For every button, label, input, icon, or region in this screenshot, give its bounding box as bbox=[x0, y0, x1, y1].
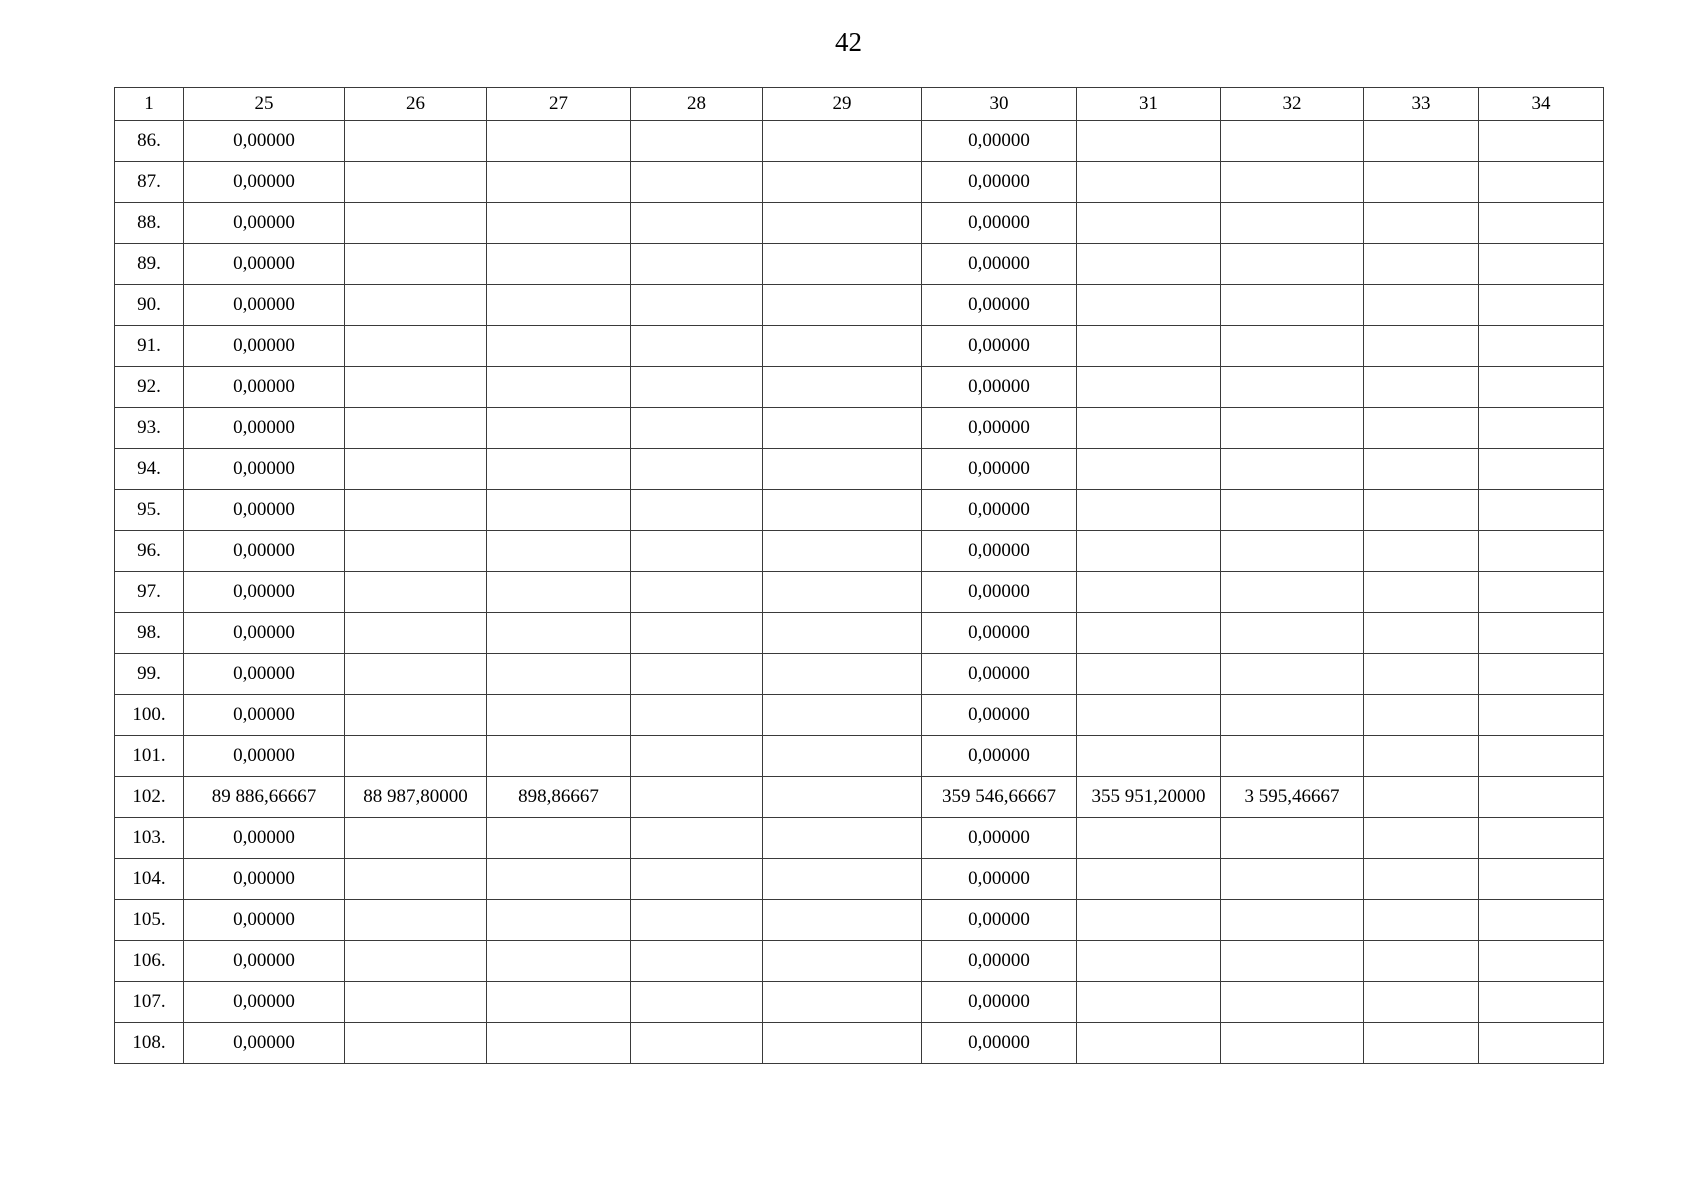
table-cell bbox=[487, 162, 631, 203]
table-cell bbox=[631, 449, 763, 490]
table-cell bbox=[487, 408, 631, 449]
table-cell: 0,00000 bbox=[922, 1023, 1077, 1064]
table-cell bbox=[1221, 408, 1364, 449]
table-cell bbox=[631, 818, 763, 859]
table-cell: 0,00000 bbox=[922, 900, 1077, 941]
table-cell bbox=[1479, 531, 1604, 572]
table-cell bbox=[763, 777, 922, 818]
table-cell bbox=[1077, 572, 1221, 613]
table-cell bbox=[1077, 1023, 1221, 1064]
table-cell bbox=[1077, 244, 1221, 285]
table-cell bbox=[1077, 326, 1221, 367]
table-cell bbox=[1077, 367, 1221, 408]
page-number: 42 bbox=[835, 27, 862, 57]
column-header: 34 bbox=[1479, 88, 1604, 121]
table-cell bbox=[1479, 285, 1604, 326]
column-header: 33 bbox=[1364, 88, 1479, 121]
row-number-cell: 86. bbox=[115, 121, 184, 162]
table-cell: 0,00000 bbox=[184, 818, 345, 859]
table-cell: 0,00000 bbox=[184, 408, 345, 449]
table-cell bbox=[1479, 244, 1604, 285]
table-cell bbox=[631, 736, 763, 777]
table-cell bbox=[631, 1023, 763, 1064]
table-cell bbox=[1479, 121, 1604, 162]
table-cell bbox=[1479, 695, 1604, 736]
table-cell bbox=[1221, 203, 1364, 244]
row-number-cell: 101. bbox=[115, 736, 184, 777]
table-row bbox=[115, 941, 1604, 982]
row-number-cell: 104. bbox=[115, 859, 184, 900]
table-cell bbox=[631, 654, 763, 695]
table-cell bbox=[487, 244, 631, 285]
table-cell bbox=[1077, 531, 1221, 572]
table-cell bbox=[631, 941, 763, 982]
table-cell bbox=[487, 1023, 631, 1064]
table-cell bbox=[487, 121, 631, 162]
table-cell bbox=[1479, 572, 1604, 613]
table-cell: 3 595,46667 bbox=[1221, 777, 1364, 818]
row-number-cell: 102. bbox=[115, 777, 184, 818]
table-cell bbox=[1221, 941, 1364, 982]
table-cell bbox=[345, 367, 487, 408]
table-cell bbox=[345, 162, 487, 203]
table-row bbox=[115, 818, 1604, 859]
row-number-cell: 91. bbox=[115, 326, 184, 367]
table-row bbox=[115, 121, 1604, 162]
table-cell: 0,00000 bbox=[184, 982, 345, 1023]
table-cell bbox=[487, 367, 631, 408]
row-number-cell: 95. bbox=[115, 490, 184, 531]
row-number-cell: 108. bbox=[115, 1023, 184, 1064]
table-cell bbox=[1364, 736, 1479, 777]
table-row bbox=[115, 572, 1604, 613]
table-cell bbox=[763, 900, 922, 941]
table-cell: 0,00000 bbox=[184, 162, 345, 203]
column-header: 32 bbox=[1221, 88, 1364, 121]
table-row bbox=[115, 982, 1604, 1023]
table-cell bbox=[631, 490, 763, 531]
table-cell bbox=[1479, 162, 1604, 203]
table-cell bbox=[1364, 572, 1479, 613]
table-cell bbox=[487, 613, 631, 654]
table-cell bbox=[345, 449, 487, 490]
table-cell bbox=[763, 572, 922, 613]
table-cell bbox=[1077, 818, 1221, 859]
table-row bbox=[115, 490, 1604, 531]
table-cell bbox=[1221, 326, 1364, 367]
table-cell: 0,00000 bbox=[922, 613, 1077, 654]
table-cell bbox=[631, 572, 763, 613]
table-body bbox=[115, 121, 1604, 1064]
table-cell bbox=[487, 326, 631, 367]
table-header bbox=[115, 88, 1604, 121]
table-cell bbox=[1364, 900, 1479, 941]
table-cell bbox=[1364, 654, 1479, 695]
table-cell: 0,00000 bbox=[922, 736, 1077, 777]
table-cell bbox=[487, 572, 631, 613]
table-cell bbox=[1364, 941, 1479, 982]
table-cell: 0,00000 bbox=[184, 449, 345, 490]
row-number-cell: 105. bbox=[115, 900, 184, 941]
table-cell bbox=[1221, 367, 1364, 408]
table-cell bbox=[763, 449, 922, 490]
table-cell bbox=[763, 941, 922, 982]
table-cell bbox=[1221, 285, 1364, 326]
table-cell bbox=[631, 408, 763, 449]
table-cell bbox=[1077, 859, 1221, 900]
column-header: 31 bbox=[1077, 88, 1221, 121]
table-cell: 0,00000 bbox=[184, 654, 345, 695]
row-number-cell: 97. bbox=[115, 572, 184, 613]
table-cell bbox=[1221, 490, 1364, 531]
table-cell bbox=[1221, 1023, 1364, 1064]
table-cell bbox=[487, 531, 631, 572]
table-cell bbox=[1364, 162, 1479, 203]
table-cell bbox=[763, 121, 922, 162]
table-cell bbox=[1364, 859, 1479, 900]
data-table bbox=[114, 87, 1604, 1064]
header-row bbox=[115, 88, 1604, 121]
table-cell bbox=[1364, 490, 1479, 531]
table-cell bbox=[1479, 449, 1604, 490]
table-cell bbox=[631, 900, 763, 941]
table-cell bbox=[631, 162, 763, 203]
row-number-cell: 93. bbox=[115, 408, 184, 449]
table-cell: 88 987,80000 bbox=[345, 777, 487, 818]
table-row bbox=[115, 408, 1604, 449]
table-cell bbox=[631, 285, 763, 326]
table-cell bbox=[1479, 900, 1604, 941]
table-cell bbox=[1077, 449, 1221, 490]
table-row bbox=[115, 1023, 1604, 1064]
table-cell bbox=[763, 654, 922, 695]
row-number-cell: 99. bbox=[115, 654, 184, 695]
table-cell bbox=[487, 490, 631, 531]
table-cell bbox=[487, 695, 631, 736]
table-cell bbox=[1479, 777, 1604, 818]
table-cell: 0,00000 bbox=[184, 572, 345, 613]
table-cell: 0,00000 bbox=[922, 367, 1077, 408]
table-cell bbox=[1479, 613, 1604, 654]
table-cell: 0,00000 bbox=[922, 449, 1077, 490]
column-header: 26 bbox=[345, 88, 487, 121]
table-cell bbox=[763, 326, 922, 367]
table-cell bbox=[1364, 285, 1479, 326]
table-cell: 0,00000 bbox=[922, 572, 1077, 613]
table-cell bbox=[345, 982, 487, 1023]
table-cell bbox=[1077, 654, 1221, 695]
table-cell bbox=[763, 1023, 922, 1064]
table-cell bbox=[345, 613, 487, 654]
table-row bbox=[115, 777, 1604, 818]
row-number-cell: 107. bbox=[115, 982, 184, 1023]
table-cell bbox=[1077, 162, 1221, 203]
table-cell bbox=[1221, 654, 1364, 695]
table-cell bbox=[1479, 326, 1604, 367]
table-cell: 355 951,20000 bbox=[1077, 777, 1221, 818]
row-number-cell: 87. bbox=[115, 162, 184, 203]
table-cell bbox=[631, 859, 763, 900]
table-cell bbox=[487, 449, 631, 490]
table-cell bbox=[487, 654, 631, 695]
table-cell bbox=[631, 121, 763, 162]
table-cell: 0,00000 bbox=[184, 900, 345, 941]
table-cell bbox=[1077, 203, 1221, 244]
table-cell: 0,00000 bbox=[922, 695, 1077, 736]
table-cell: 0,00000 bbox=[184, 121, 345, 162]
table-row bbox=[115, 613, 1604, 654]
table-cell bbox=[1479, 941, 1604, 982]
table-cell bbox=[345, 531, 487, 572]
table-cell bbox=[345, 490, 487, 531]
table-cell bbox=[1221, 900, 1364, 941]
table-cell bbox=[345, 654, 487, 695]
table-cell: 89 886,66667 bbox=[184, 777, 345, 818]
table-row bbox=[115, 695, 1604, 736]
table-cell bbox=[763, 367, 922, 408]
table-cell bbox=[763, 203, 922, 244]
column-header: 27 bbox=[487, 88, 631, 121]
column-header: 25 bbox=[184, 88, 345, 121]
table-row bbox=[115, 203, 1604, 244]
table-row bbox=[115, 285, 1604, 326]
table-cell bbox=[1364, 326, 1479, 367]
table-cell bbox=[1221, 695, 1364, 736]
table-cell bbox=[1221, 449, 1364, 490]
table-cell bbox=[345, 900, 487, 941]
table-cell bbox=[345, 736, 487, 777]
table-cell: 0,00000 bbox=[184, 326, 345, 367]
table-cell bbox=[345, 203, 487, 244]
table-cell bbox=[1221, 531, 1364, 572]
table-cell bbox=[1479, 490, 1604, 531]
table-cell bbox=[631, 531, 763, 572]
table-cell bbox=[1364, 982, 1479, 1023]
table-cell: 0,00000 bbox=[184, 203, 345, 244]
table-cell: 0,00000 bbox=[922, 121, 1077, 162]
row-number-cell: 88. bbox=[115, 203, 184, 244]
table-cell bbox=[1364, 449, 1479, 490]
table-cell bbox=[631, 244, 763, 285]
table-cell: 0,00000 bbox=[184, 490, 345, 531]
table-cell bbox=[345, 818, 487, 859]
table-cell: 0,00000 bbox=[922, 490, 1077, 531]
table-cell bbox=[763, 818, 922, 859]
table-row bbox=[115, 162, 1604, 203]
table-cell bbox=[1364, 695, 1479, 736]
table-cell bbox=[1479, 1023, 1604, 1064]
table-cell bbox=[1221, 244, 1364, 285]
table-cell bbox=[487, 818, 631, 859]
table-cell: 0,00000 bbox=[922, 982, 1077, 1023]
table-cell bbox=[631, 613, 763, 654]
row-number-cell: 90. bbox=[115, 285, 184, 326]
table-cell bbox=[631, 982, 763, 1023]
row-number-cell: 98. bbox=[115, 613, 184, 654]
table-cell bbox=[1364, 121, 1479, 162]
table-cell: 0,00000 bbox=[922, 408, 1077, 449]
table-cell: 0,00000 bbox=[184, 531, 345, 572]
table-cell bbox=[1479, 408, 1604, 449]
table-cell: 359 546,66667 bbox=[922, 777, 1077, 818]
row-number-cell: 103. bbox=[115, 818, 184, 859]
table-cell: 0,00000 bbox=[922, 203, 1077, 244]
table-cell: 0,00000 bbox=[922, 285, 1077, 326]
table-cell bbox=[763, 859, 922, 900]
table-row bbox=[115, 244, 1604, 285]
table-cell bbox=[1364, 367, 1479, 408]
table-row bbox=[115, 367, 1604, 408]
table-cell bbox=[487, 285, 631, 326]
table-cell bbox=[345, 408, 487, 449]
row-number-cell: 100. bbox=[115, 695, 184, 736]
table-cell bbox=[1479, 818, 1604, 859]
table-cell bbox=[487, 900, 631, 941]
table-cell bbox=[487, 736, 631, 777]
table-cell bbox=[1221, 121, 1364, 162]
table-cell bbox=[631, 326, 763, 367]
table-cell: 0,00000 bbox=[922, 818, 1077, 859]
row-number-cell: 92. bbox=[115, 367, 184, 408]
column-header: 1 bbox=[115, 88, 184, 121]
table-cell bbox=[1364, 1023, 1479, 1064]
table-cell: 0,00000 bbox=[922, 326, 1077, 367]
table-row bbox=[115, 531, 1604, 572]
column-header: 28 bbox=[631, 88, 763, 121]
table-cell bbox=[1221, 859, 1364, 900]
table-cell: 0,00000 bbox=[184, 695, 345, 736]
table-cell bbox=[345, 285, 487, 326]
table-cell: 0,00000 bbox=[184, 1023, 345, 1064]
table-cell bbox=[1221, 613, 1364, 654]
table-cell bbox=[345, 695, 487, 736]
table-cell bbox=[1221, 736, 1364, 777]
table-cell bbox=[1077, 613, 1221, 654]
table-cell bbox=[1479, 736, 1604, 777]
table-cell bbox=[1364, 613, 1479, 654]
table-cell bbox=[1479, 203, 1604, 244]
table-cell: 0,00000 bbox=[184, 859, 345, 900]
table-cell bbox=[1077, 736, 1221, 777]
table-cell: 0,00000 bbox=[184, 736, 345, 777]
table-cell bbox=[487, 203, 631, 244]
table-cell bbox=[763, 408, 922, 449]
table-cell bbox=[345, 941, 487, 982]
table-cell bbox=[487, 982, 631, 1023]
table-cell bbox=[763, 490, 922, 531]
table-cell bbox=[1077, 285, 1221, 326]
row-number-cell: 94. bbox=[115, 449, 184, 490]
table-cell: 0,00000 bbox=[922, 162, 1077, 203]
table-cell bbox=[345, 121, 487, 162]
table-cell: 0,00000 bbox=[184, 941, 345, 982]
table-cell: 898,86667 bbox=[487, 777, 631, 818]
table-row bbox=[115, 449, 1604, 490]
table-cell bbox=[1221, 982, 1364, 1023]
table-cell bbox=[1077, 900, 1221, 941]
table-cell bbox=[345, 859, 487, 900]
table-cell: 0,00000 bbox=[184, 367, 345, 408]
table-cell bbox=[763, 285, 922, 326]
table-cell bbox=[763, 736, 922, 777]
table-row bbox=[115, 326, 1604, 367]
row-number-cell: 89. bbox=[115, 244, 184, 285]
table-cell: 0,00000 bbox=[922, 244, 1077, 285]
table-cell bbox=[1221, 162, 1364, 203]
table-cell bbox=[1077, 121, 1221, 162]
table-cell: 0,00000 bbox=[184, 244, 345, 285]
table-cell bbox=[1077, 695, 1221, 736]
table-cell bbox=[345, 572, 487, 613]
table-cell bbox=[1479, 859, 1604, 900]
table-cell: 0,00000 bbox=[922, 531, 1077, 572]
table-cell bbox=[763, 531, 922, 572]
table-cell bbox=[1479, 982, 1604, 1023]
table-cell bbox=[1077, 490, 1221, 531]
table-cell: 0,00000 bbox=[922, 654, 1077, 695]
table-cell bbox=[763, 982, 922, 1023]
table-cell bbox=[1077, 941, 1221, 982]
table-cell bbox=[487, 859, 631, 900]
table-cell bbox=[631, 203, 763, 244]
row-number-cell: 106. bbox=[115, 941, 184, 982]
table-cell bbox=[763, 162, 922, 203]
table-row bbox=[115, 736, 1604, 777]
table-cell bbox=[763, 613, 922, 654]
row-number-cell: 96. bbox=[115, 531, 184, 572]
table-cell bbox=[1364, 408, 1479, 449]
column-header: 29 bbox=[763, 88, 922, 121]
table-cell bbox=[763, 244, 922, 285]
table-cell: 0,00000 bbox=[922, 859, 1077, 900]
table-row bbox=[115, 859, 1604, 900]
table-cell: 0,00000 bbox=[922, 941, 1077, 982]
table-cell bbox=[1077, 982, 1221, 1023]
table-cell bbox=[1364, 203, 1479, 244]
table-cell bbox=[1479, 367, 1604, 408]
table-cell bbox=[1364, 531, 1479, 572]
table-cell bbox=[1364, 777, 1479, 818]
table-cell bbox=[487, 941, 631, 982]
table-cell bbox=[1364, 818, 1479, 859]
table-cell bbox=[1221, 818, 1364, 859]
table-cell bbox=[631, 777, 763, 818]
table-cell bbox=[345, 1023, 487, 1064]
table-cell bbox=[345, 326, 487, 367]
table-row bbox=[115, 900, 1604, 941]
table-cell: 0,00000 bbox=[184, 613, 345, 654]
table-cell bbox=[1221, 572, 1364, 613]
table-cell bbox=[1077, 408, 1221, 449]
table-cell bbox=[1479, 654, 1604, 695]
table-cell bbox=[345, 244, 487, 285]
table-cell bbox=[631, 367, 763, 408]
table-cell bbox=[763, 695, 922, 736]
table-cell bbox=[631, 695, 763, 736]
table-cell bbox=[1364, 244, 1479, 285]
column-header: 30 bbox=[922, 88, 1077, 121]
table-cell: 0,00000 bbox=[184, 285, 345, 326]
table-row bbox=[115, 654, 1604, 695]
